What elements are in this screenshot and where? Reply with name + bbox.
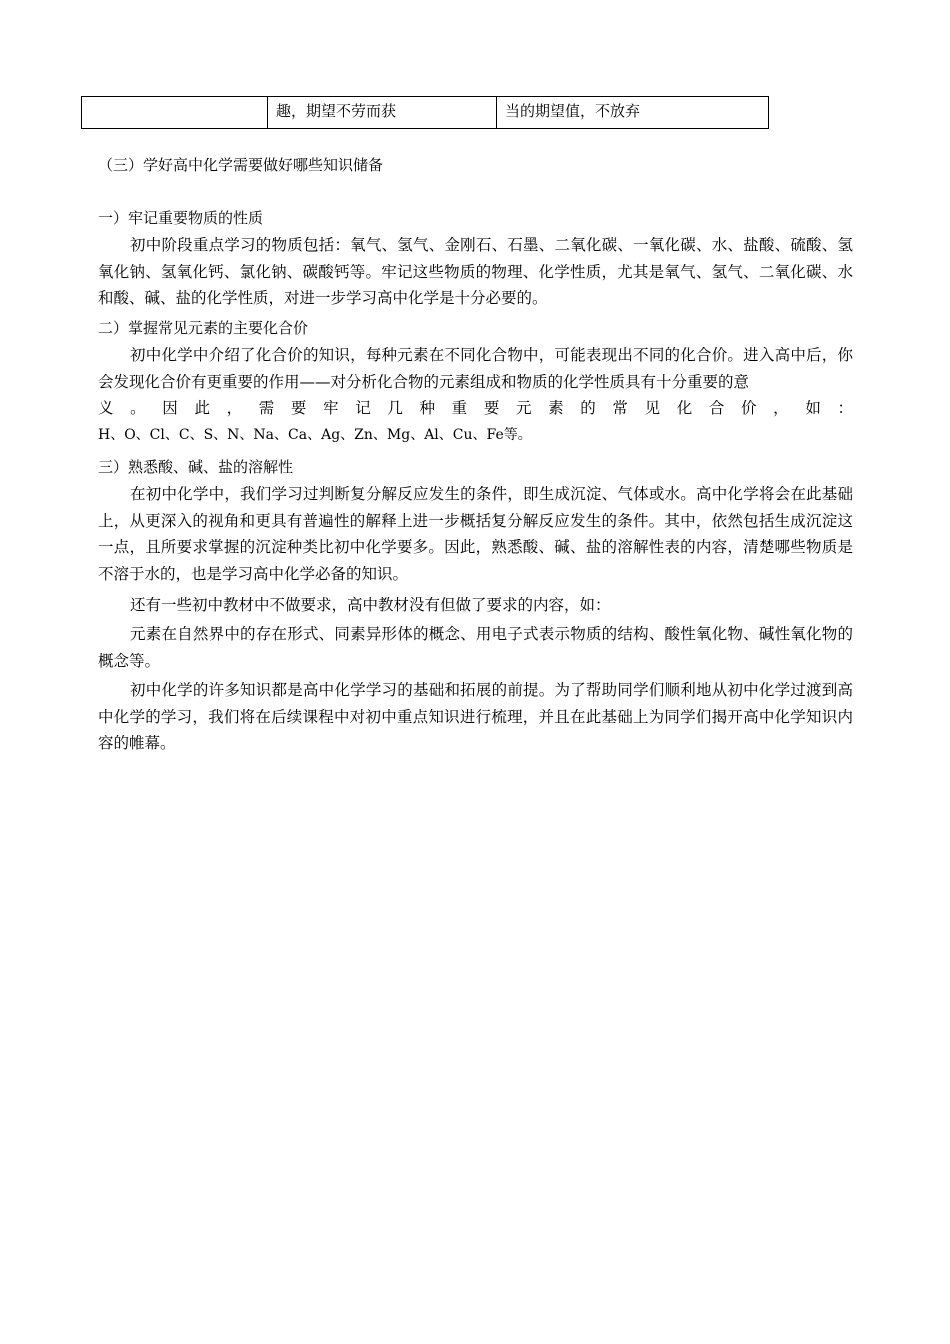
table-cell-3: 当的期望值，不放弃 (505, 102, 641, 120)
element-symbols: H、O、Cl、C、S、N、Na、Ca、Ag、Zn、Mg、Al、Cu、Fe等。 (98, 426, 532, 443)
section-1-paragraph: 初中阶段重点学习的物质包括：氧气、氢气、金刚石、石墨、二氧化碳、一氧化碳、水、盐酸、硫酸、氢氧化钠、氢氧化钙、氯化钠、碳酸钙等。牢记这些物质的物理、化学性质，尤其是氧气、氢气、二氧化碳、水和酸、碱、盐的化学性质，对进一步学习高中化学是十分必要的。 (98, 236, 853, 307)
section-title: （三）学好高中化学需要做好哪些知识储备 (98, 156, 384, 174)
table-row (81, 96, 769, 129)
section-2-paragraph (98, 342, 853, 448)
section-1-heading: 一）牢记重要物质的性质 (98, 209, 264, 227)
section-2-paragraph-spread: 义。因此，需要牢记几种重要元素的常见化合价，如： (98, 399, 853, 417)
conclusion: 初中化学的许多知识都是高中化学学习的基础和拓展的前提。为了帮助同学们顺利地从初中化学过渡到高中化学的学习，我们将在后续课程中对初中重点知识进行梳理，并且在此基础上为同学们揭开高中化学知识内容的帷幕。 (98, 681, 853, 752)
table-cell-1 (82, 97, 268, 128)
section-3-paragraph: 在初中化学中，我们学习过判断复分解反应发生的条件，即生成沉淀、气体或水。高中化学将会在此基础上，从更深入的视角和更具有普遍性的解释上进一步概括复分解反应发生的条件。其中，依然包括生成沉淀这一点，且所要求掌握的沉淀种类比初中化学要多。因此，熟悉酸、碱、盐的溶解性表的内容，清楚哪些物质是不溶于水的，也是学习高中化学必备的知识。 (98, 485, 853, 583)
extra-intro: 还有一些初中教材中不做要求，高中教材没有但做了要求的内容，如： (130, 596, 611, 614)
extra-list: 元素在自然界中的存在形式、同素异形体的概念、用电子式表示物质的结构、酸性氧化物、碱性氧化物的概念等。 (98, 625, 853, 670)
section-3-heading: 三）熟悉酸、碱、盐的溶解性 (98, 458, 294, 476)
section-2-heading: 二）掌握常见元素的主要化合价 (98, 319, 309, 337)
table-cell-2: 趣，期望不劳而获 (268, 97, 497, 128)
section-2-paragraph-main: 初中化学中介绍了化合价的知识，每种元素在不同化合物中，可能表现出不同的化合价。进入高中后，你会发现化合价有更重要的作用——对分析化合物的元素组成和物质的化学性质具有十分重要的意 (98, 346, 853, 391)
